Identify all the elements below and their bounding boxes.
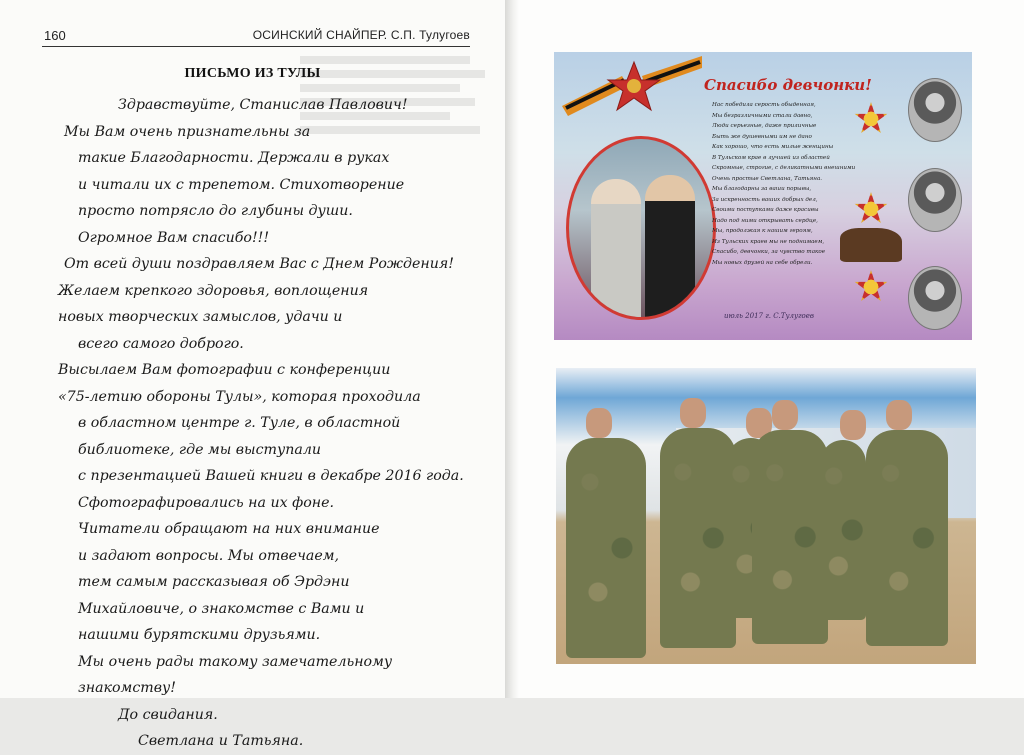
letter-line: Мы очень рады такому замечательному <box>78 653 393 670</box>
poem-line: Спасибо, девчонки, за чувство такое <box>712 249 826 255</box>
veteran-portrait <box>908 78 962 142</box>
poem-line: В Тульском крае в лучшей из областей <box>712 154 830 161</box>
poem-line: За искренность ваших добрых дел, <box>712 196 818 203</box>
letter-line: новых творческих замыслов, удачи и <box>58 309 343 325</box>
soldiers-group-photo <box>556 368 976 664</box>
soldier-figure <box>866 430 948 646</box>
veteran-portrait <box>908 168 962 232</box>
horse-image <box>840 228 902 262</box>
poem-line: Скромные, строгие, с деликатными внешними <box>712 165 856 171</box>
letter-line: тем самым рассказывая об Эрдэни <box>78 574 350 590</box>
poem-line: Мы, продолжая к нашим героям, <box>712 228 813 234</box>
soldier-figure <box>660 428 736 648</box>
poem-line: Очень простые Светлана, Татьяна. <box>712 175 823 182</box>
letter-line: библиотеке, где мы выступали <box>78 441 322 458</box>
running-title: ОСИНСКИЙ СНАЙПЕР. С.П. Тулугоев <box>252 28 470 42</box>
woman-figure <box>645 175 695 319</box>
order-star-icon <box>854 270 888 304</box>
greeting-postcard <box>554 52 972 340</box>
poem-line: Надо под ними открывать сердце, <box>712 217 818 224</box>
letter-line: Мы Вам очень признательны за <box>64 123 311 140</box>
letter-title: ПИСЬМО ИЗ ТУЛЫ <box>184 66 321 81</box>
letter-line: От всей души поздравляем Вас с Днем Рождения! <box>64 256 454 272</box>
letter-line: Светлана и Татьяна. <box>138 733 304 749</box>
poem-line: Как хорошо, что есть милые женщины <box>712 144 834 150</box>
poem-line: Мы безразличными стали давно, <box>712 112 813 119</box>
soldier-figure <box>752 430 828 644</box>
letter-line: Желаем крепкого здоровья, воплощения <box>58 282 369 299</box>
poem-line: Из Тульских краев мы не поднимаем, <box>712 238 825 245</box>
st-george-ribbon-icon <box>562 56 702 116</box>
page-header <box>42 26 470 47</box>
letter-line: нашими бурятскими друзьями. <box>78 627 321 643</box>
letter-line: и читали их с трепетом. Стихотворение <box>78 176 405 193</box>
letter-line: «75-летию обороны Тулы», которая проходила <box>58 388 421 405</box>
letter-line: Здравствуйте, Станислав Павлович! <box>118 97 408 113</box>
letter-line: в областном центре г. Туле, в областной <box>78 415 401 431</box>
poem-line: Быть же душевными им не дано <box>712 133 812 140</box>
letter-line: Михайловиче, о знакомстве с Вами и <box>78 600 365 617</box>
letter-line: До свидания. <box>118 706 218 723</box>
women-photo <box>566 136 716 320</box>
page-number: 160 <box>44 28 66 43</box>
poem-line: Мы благодарны за ваши порывы, <box>712 186 812 192</box>
letter-line: всего самого доброго. <box>78 335 244 352</box>
book-gutter <box>505 0 519 698</box>
letter-line: и задают вопросы. Мы отвечаем, <box>78 547 340 564</box>
poem-line: Мы новых друзей на себе обрели. <box>712 259 813 266</box>
poem-line: Люди серьезные, даже приличные <box>712 123 817 129</box>
poem-line: Нас победила серость обыденная, <box>712 102 816 108</box>
postcard-title: Спасибо девчонки! <box>704 76 872 94</box>
left-page <box>0 0 505 749</box>
veteran-portrait <box>908 266 962 330</box>
postcard-signature: июль 2017 г. С.Тулугоев <box>724 312 814 320</box>
soldier-figure <box>820 440 866 620</box>
woman-figure <box>591 179 641 319</box>
letter-line: Сфотографировались на их фоне. <box>78 494 334 511</box>
letter-line: знакомству! <box>78 680 176 696</box>
letter-line: Огромное Вам спасибо!!! <box>78 229 270 246</box>
letter-line: с презентацией Вашей книги в декабре 2016 года. <box>78 468 464 484</box>
letter-line: Высылаем Вам фотографии с конференции <box>58 362 391 378</box>
handwritten-letter <box>58 92 464 755</box>
soldier-figure <box>566 438 646 658</box>
poem-line: Своими поступками даже красивы <box>712 207 819 213</box>
letter-line: такие Благодарности. Держали в руках <box>78 150 390 166</box>
letter-line: Читатели обращают на них внимание <box>78 521 380 537</box>
letter-line: просто потрясло до глубины души. <box>78 203 353 219</box>
